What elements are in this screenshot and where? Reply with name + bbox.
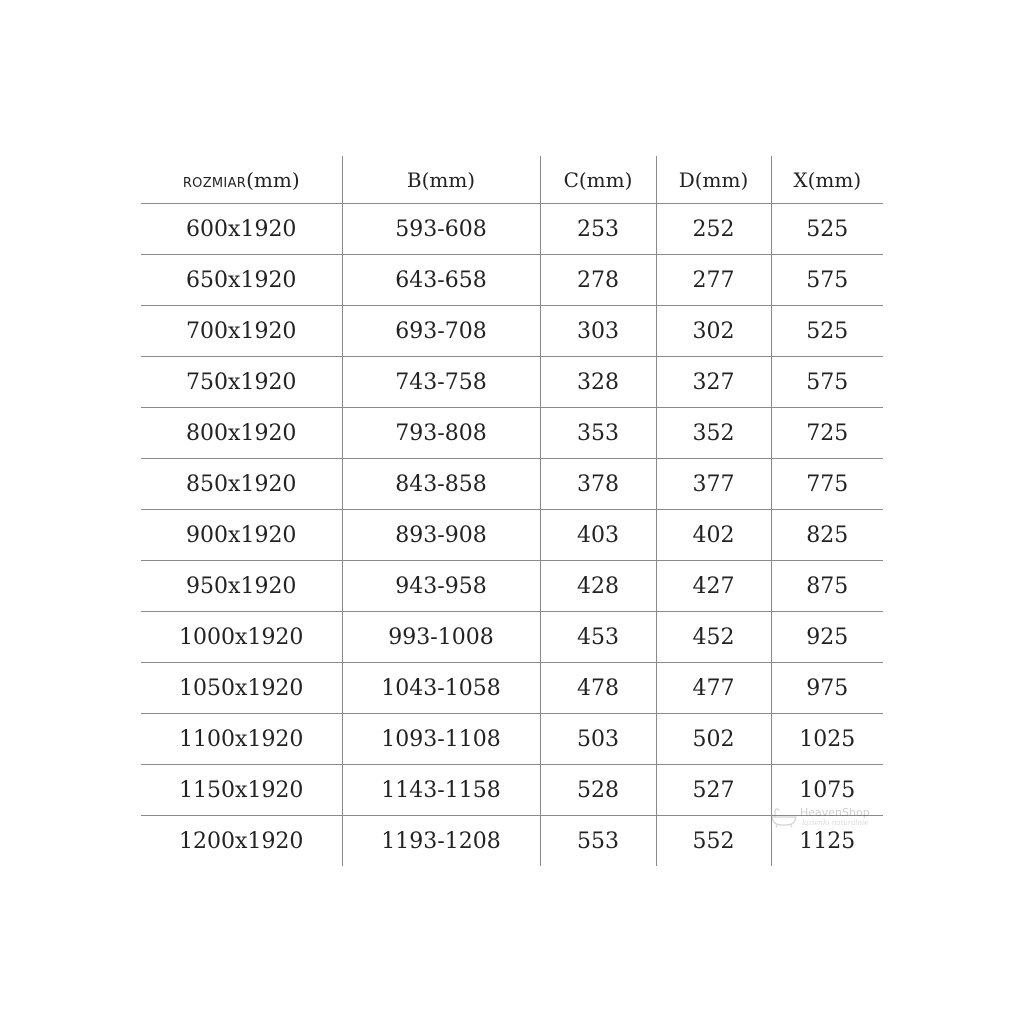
cell-d: 552 (656, 816, 771, 867)
cell-rozmiar: 700x1920 (141, 306, 342, 357)
cell-d: 527 (656, 765, 771, 816)
header-x: X(mm) (771, 156, 883, 204)
cell-b: 743-758 (342, 357, 540, 408)
cell-d: 252 (656, 204, 771, 255)
cell-rozmiar: 1050x1920 (141, 663, 342, 714)
table-row (141, 561, 883, 612)
cell-d: 452 (656, 612, 771, 663)
cell-b: 1043-1058 (342, 663, 540, 714)
cell-x: 925 (771, 612, 883, 663)
table-row (141, 408, 883, 459)
cell-b: 843-858 (342, 459, 540, 510)
cell-c: 453 (540, 612, 656, 663)
table-row (141, 510, 883, 561)
cell-b: 643-658 (342, 255, 540, 306)
watermark-tagline: łazienki naturalnie (802, 819, 869, 827)
cell-rozmiar: 900x1920 (141, 510, 342, 561)
cell-x: 525 (771, 306, 883, 357)
header-rozmiar: ROZMIAR(mm) (141, 156, 342, 204)
cell-b: 1193-1208 (342, 816, 540, 867)
cell-d: 327 (656, 357, 771, 408)
watermark-name: HeavenShop (800, 806, 870, 819)
cell-rozmiar: 1100x1920 (141, 714, 342, 765)
cell-c: 353 (540, 408, 656, 459)
cell-d: 352 (656, 408, 771, 459)
cell-d: 302 (656, 306, 771, 357)
cell-rozmiar: 1200x1920 (179, 828, 304, 854)
cell-rozmiar: 950x1920 (141, 561, 342, 612)
cell-x: 575 (771, 255, 883, 306)
table-header-row (141, 156, 883, 204)
header-d: D(mm) (656, 156, 771, 204)
dimensions-table (141, 156, 883, 866)
cell-x: 1125 (771, 816, 883, 867)
cell-c: 328 (540, 357, 656, 408)
table-row (141, 612, 883, 663)
table-row (141, 357, 883, 408)
table-row (141, 204, 883, 255)
cell-x: 1025 (771, 714, 883, 765)
cell-rozmiar: 800x1920 (141, 408, 342, 459)
table-row (141, 714, 883, 765)
cell-d: 277 (656, 255, 771, 306)
cell-rozmiar: 1000x1920 (141, 612, 342, 663)
cell-b: 1093-1108 (342, 714, 540, 765)
cell-x: 825 (771, 510, 883, 561)
cell-x: 975 (771, 663, 883, 714)
cell-d: 402 (656, 510, 771, 561)
cell-x: 525 (771, 204, 883, 255)
cell-b: 593-608 (342, 204, 540, 255)
cell-b: 993-1008 (342, 612, 540, 663)
cell-b: 893-908 (342, 510, 540, 561)
table-row (141, 765, 883, 816)
cell-d: 377 (656, 459, 771, 510)
cell-x: 1075 (771, 765, 883, 816)
cell-x: 875 (771, 561, 883, 612)
header-c: C(mm) (540, 156, 656, 204)
cell-c: 553 (540, 816, 656, 867)
cell-c: 278 (540, 255, 656, 306)
cell-b: 943-958 (342, 561, 540, 612)
table-row (141, 306, 883, 357)
cell-d: 427 (656, 561, 771, 612)
cell-b: 693-708 (342, 306, 540, 357)
cell-rozmiar: 600x1920 (141, 204, 342, 255)
cell-b: 1143-1158 (342, 765, 540, 816)
table-row (141, 663, 883, 714)
table-row (141, 459, 883, 510)
cell-c: 428 (540, 561, 656, 612)
cell-c: 253 (540, 204, 656, 255)
cell-rozmiar: 850x1920 (141, 459, 342, 510)
cell-d: 502 (656, 714, 771, 765)
cell-c: 528 (540, 765, 656, 816)
cell-c: 303 (540, 306, 656, 357)
cell-rozmiar: 750x1920 (141, 357, 342, 408)
cell-c: 503 (540, 714, 656, 765)
cell-rozmiar: 650x1920 (141, 255, 342, 306)
cell-d: 477 (656, 663, 771, 714)
cell-x: 575 (771, 357, 883, 408)
cell-c: 403 (540, 510, 656, 561)
cell-c: 378 (540, 459, 656, 510)
table-row (141, 255, 883, 306)
cell-c: 478 (540, 663, 656, 714)
header-b: B(mm) (342, 156, 540, 204)
cell-b: 793-808 (342, 408, 540, 459)
cell-rozmiar: 1150x1920 (141, 765, 342, 816)
cell-x: 725 (771, 408, 883, 459)
table-row (141, 816, 883, 867)
cell-x: 775 (771, 459, 883, 510)
